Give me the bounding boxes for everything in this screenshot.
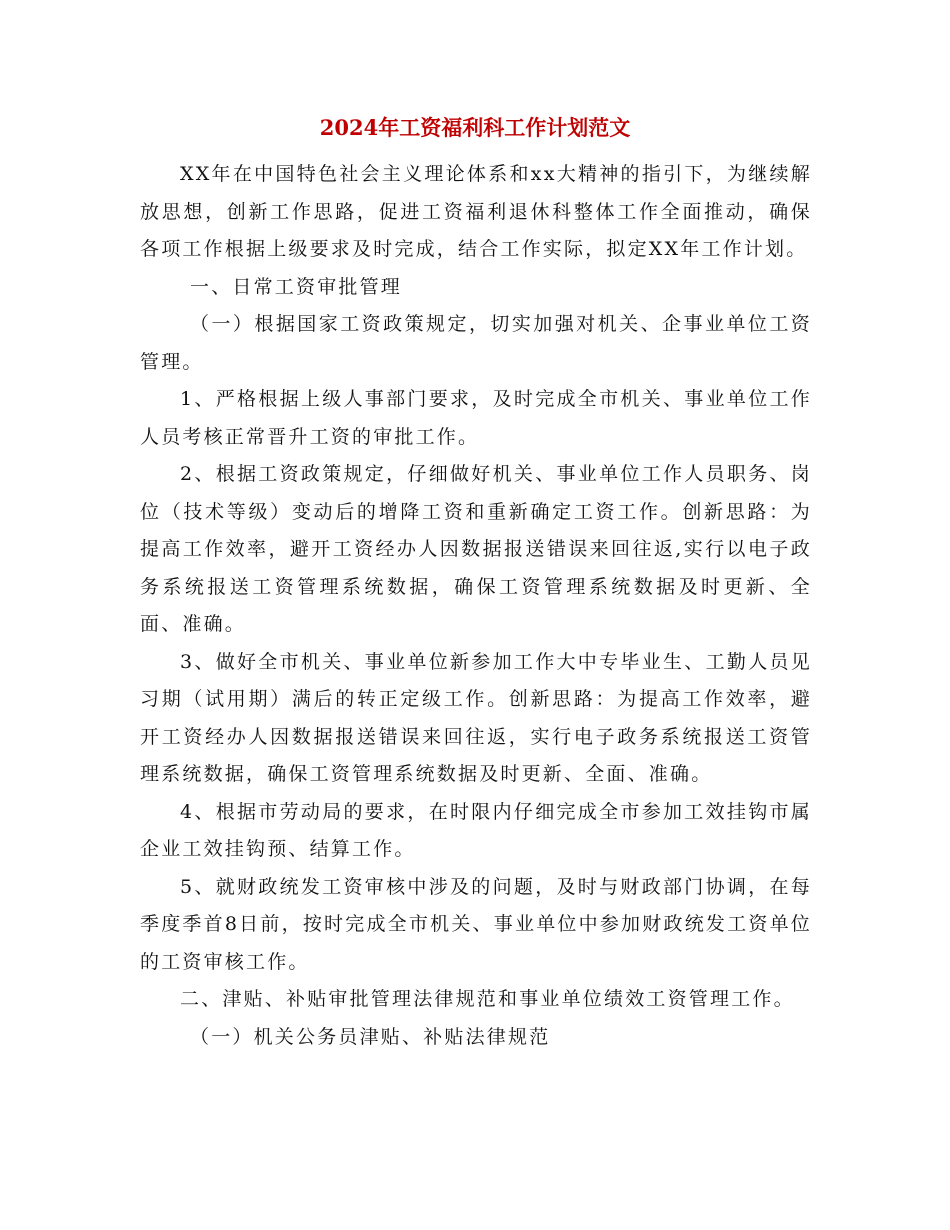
item-paragraph-3: 3、做好全市机关、事业单位新参加工作大中专毕业生、工勤人员见习期（试用期）满后的转正定级工作。创新思路：为提高工作效率，避开工资经办人因数据报送错误来回往返，实行电子政务系统报送工资管理系统数据，确保工资管理系统数据及时更新、全面、准确。	[140, 650, 812, 785]
document-title: 2024年工资福利科工作计划范文	[319, 115, 631, 140]
subsection-heading-1-1: （一）根据国家工资政策规定，切实加强对机关、企事业单位工资管理。	[140, 313, 812, 373]
item-paragraph-2: 2、根据工资政策规定，仔细做好机关、事业单位工作人员职务、岗位（技术等级）变动后的增降工资和重新确定工资工作。创新思路：为提高工作效率，避开工资经办人因数据报送错误来回往返,实行以电子政务系统报送工资管理系统数据，确保工资管理系统数据及时更新、全面、准确。	[140, 463, 812, 635]
item-paragraph-4: 4、根据市劳动局的要求，在时限内仔细完成全市参加工效挂钩市属企业工效挂钩预、结算工作。	[140, 800, 812, 860]
section-heading-2: 二、津贴、补贴审批管理法律规范和事业单位绩效工资管理工作。	[180, 988, 795, 1010]
document-body	[140, 156, 812, 1056]
subsection-heading-2-1: （一）机关公务员津贴、补贴法律规范	[190, 1025, 551, 1048]
intro-paragraph: XX年在中国特色社会主义理论体系和xx大精神的指引下，为继续解放思想，创新工作思路，促进工资福利退休科整体工作全面推动，确保各项工作根据上级要求及时完成，结合工作实际，拟定XX年工作计划。	[140, 163, 812, 260]
section-heading-1: 一、日常工资审批管理	[190, 275, 403, 298]
item-paragraph-1: 1、严格根据上级人事部门要求，及时完成全市机关、事业单位工作人员考核正常晋升工资的审批工作。	[140, 388, 812, 448]
item-paragraph-5: 5、就财政统发工资审核中涉及的问题，及时与财政部门协调，在每季度季首8日前，按时完成全市机关、事业单位中参加财政统发工资单位的工资审核工作。	[140, 875, 812, 973]
